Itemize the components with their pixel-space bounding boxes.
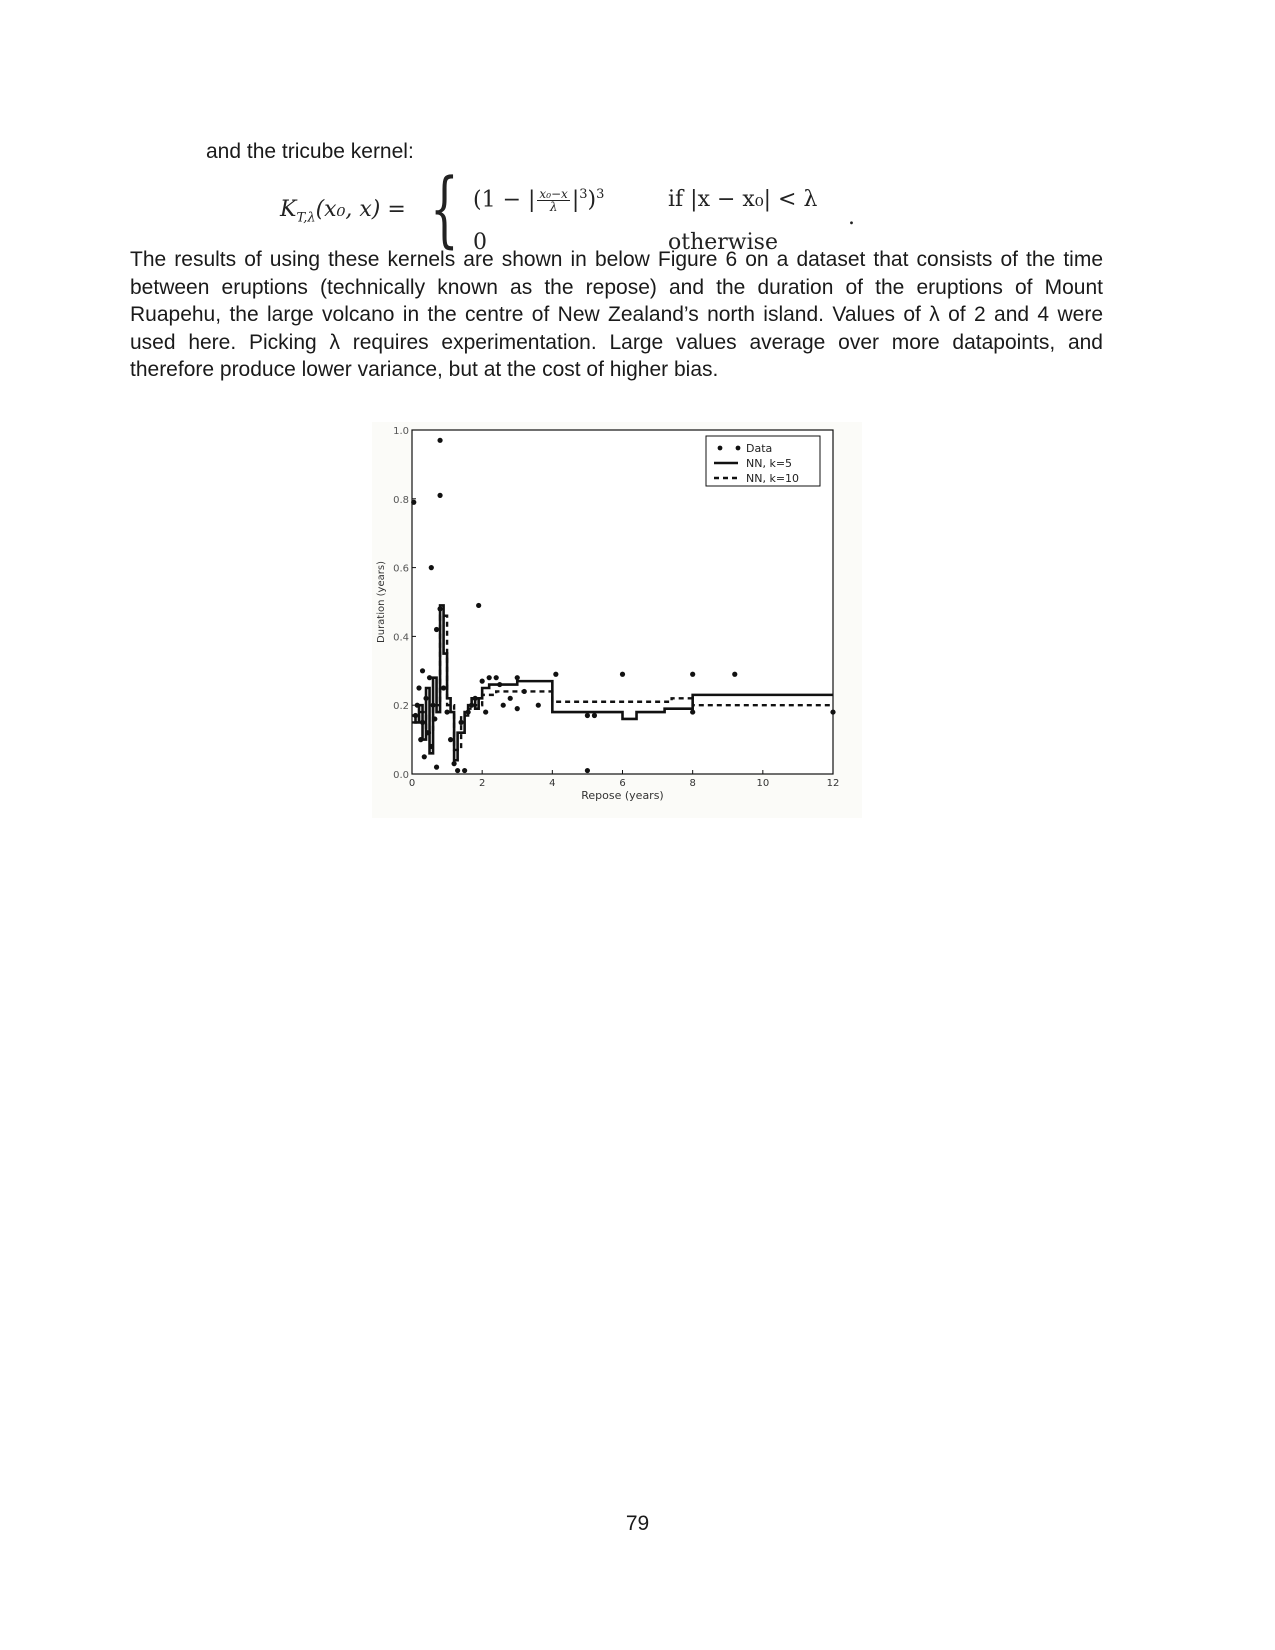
data-point — [437, 493, 442, 498]
x-tick-label: 6 — [619, 778, 626, 789]
formula-period: . — [848, 205, 855, 230]
formula-case-2: 0 — [473, 230, 487, 255]
formula-lhs: $K_{T,\lambda}(x_0$, x) = — [280, 197, 406, 226]
legend-marker-data — [736, 446, 741, 451]
data-point — [592, 713, 597, 718]
x-axis-label: Repose (years) — [581, 789, 664, 802]
data-point — [620, 672, 625, 677]
data-point — [487, 675, 492, 680]
chart-svg — [372, 422, 862, 818]
data-point — [422, 754, 427, 759]
data-point — [434, 765, 439, 770]
data-point — [462, 768, 467, 773]
tricube-kernel-formula — [280, 162, 860, 257]
data-point — [416, 685, 421, 690]
data-point — [690, 709, 695, 714]
data-point — [501, 703, 506, 708]
legend-label: Data — [746, 442, 773, 455]
data-point — [690, 672, 695, 677]
page-number: 79 — [625, 1512, 650, 1535]
x-tick-label: 12 — [826, 778, 840, 789]
data-point — [515, 675, 520, 680]
x-tick-label: 8 — [689, 778, 696, 789]
body-paragraph: The results of using these kernels are shown in below Figure 6 on a dataset that consists of the time between eruptions (technically known as the repose) and the duration of the eruptions of Mount Ruapehu, the large volcano in the centre of New Zealand’s north island. Values of λ of 2 and 4 were used here. Picking λ requires experimentation. Large values average over more datapoints, and therefore produce lower variance, but at the cost of higher bias. — [130, 248, 1103, 381]
y-tick-label: 0.6 — [393, 563, 409, 575]
y-tick-label: 0.2 — [393, 701, 409, 713]
data-point — [732, 672, 737, 677]
legend-label: NN, k=5 — [746, 457, 793, 470]
data-point — [427, 675, 432, 680]
formula-condition-1: if |x − x₀| < λ — [668, 187, 818, 212]
formula-brace: { — [430, 162, 459, 257]
data-point — [455, 768, 460, 773]
data-point — [536, 703, 541, 708]
y-tick-label: 0.4 — [393, 632, 409, 644]
data-point — [429, 565, 434, 570]
data-point — [515, 706, 520, 711]
formula-case-1: (1 − | $\frac{\text{x₀−x}}{\lambda}$ $|^3)^3$ — [473, 186, 605, 214]
data-point — [420, 668, 425, 673]
intro-text: and the tricube kernel: — [206, 140, 414, 163]
y-axis-label: Duration (years) — [376, 561, 387, 643]
data-point — [508, 696, 513, 701]
data-point — [480, 679, 485, 684]
figure-6-chart — [372, 422, 862, 818]
data-point — [437, 438, 442, 443]
legend-label: NN, k=10 — [746, 472, 800, 485]
data-point — [585, 768, 590, 773]
data-point — [483, 709, 488, 714]
data-point — [553, 672, 558, 677]
x-tick-label: 2 — [478, 778, 486, 789]
x-tick-label: 4 — [549, 778, 556, 789]
legend-marker-data — [718, 446, 723, 451]
x-tick-label: 0 — [408, 778, 416, 789]
y-tick-label: 0.8 — [393, 494, 409, 506]
y-tick-label: 1.0 — [393, 426, 409, 437]
data-point — [448, 737, 453, 742]
data-point — [830, 709, 835, 714]
data-point — [452, 761, 457, 766]
y-tick-label: 0.0 — [393, 770, 409, 781]
data-point — [444, 709, 449, 714]
data-point — [441, 685, 446, 690]
data-point — [494, 675, 499, 680]
data-point — [411, 500, 416, 505]
data-point — [585, 713, 590, 718]
data-point — [434, 627, 439, 632]
x-tick-label: 10 — [756, 778, 770, 789]
formula-condition-2: otherwise — [668, 230, 778, 255]
data-point — [476, 603, 481, 608]
